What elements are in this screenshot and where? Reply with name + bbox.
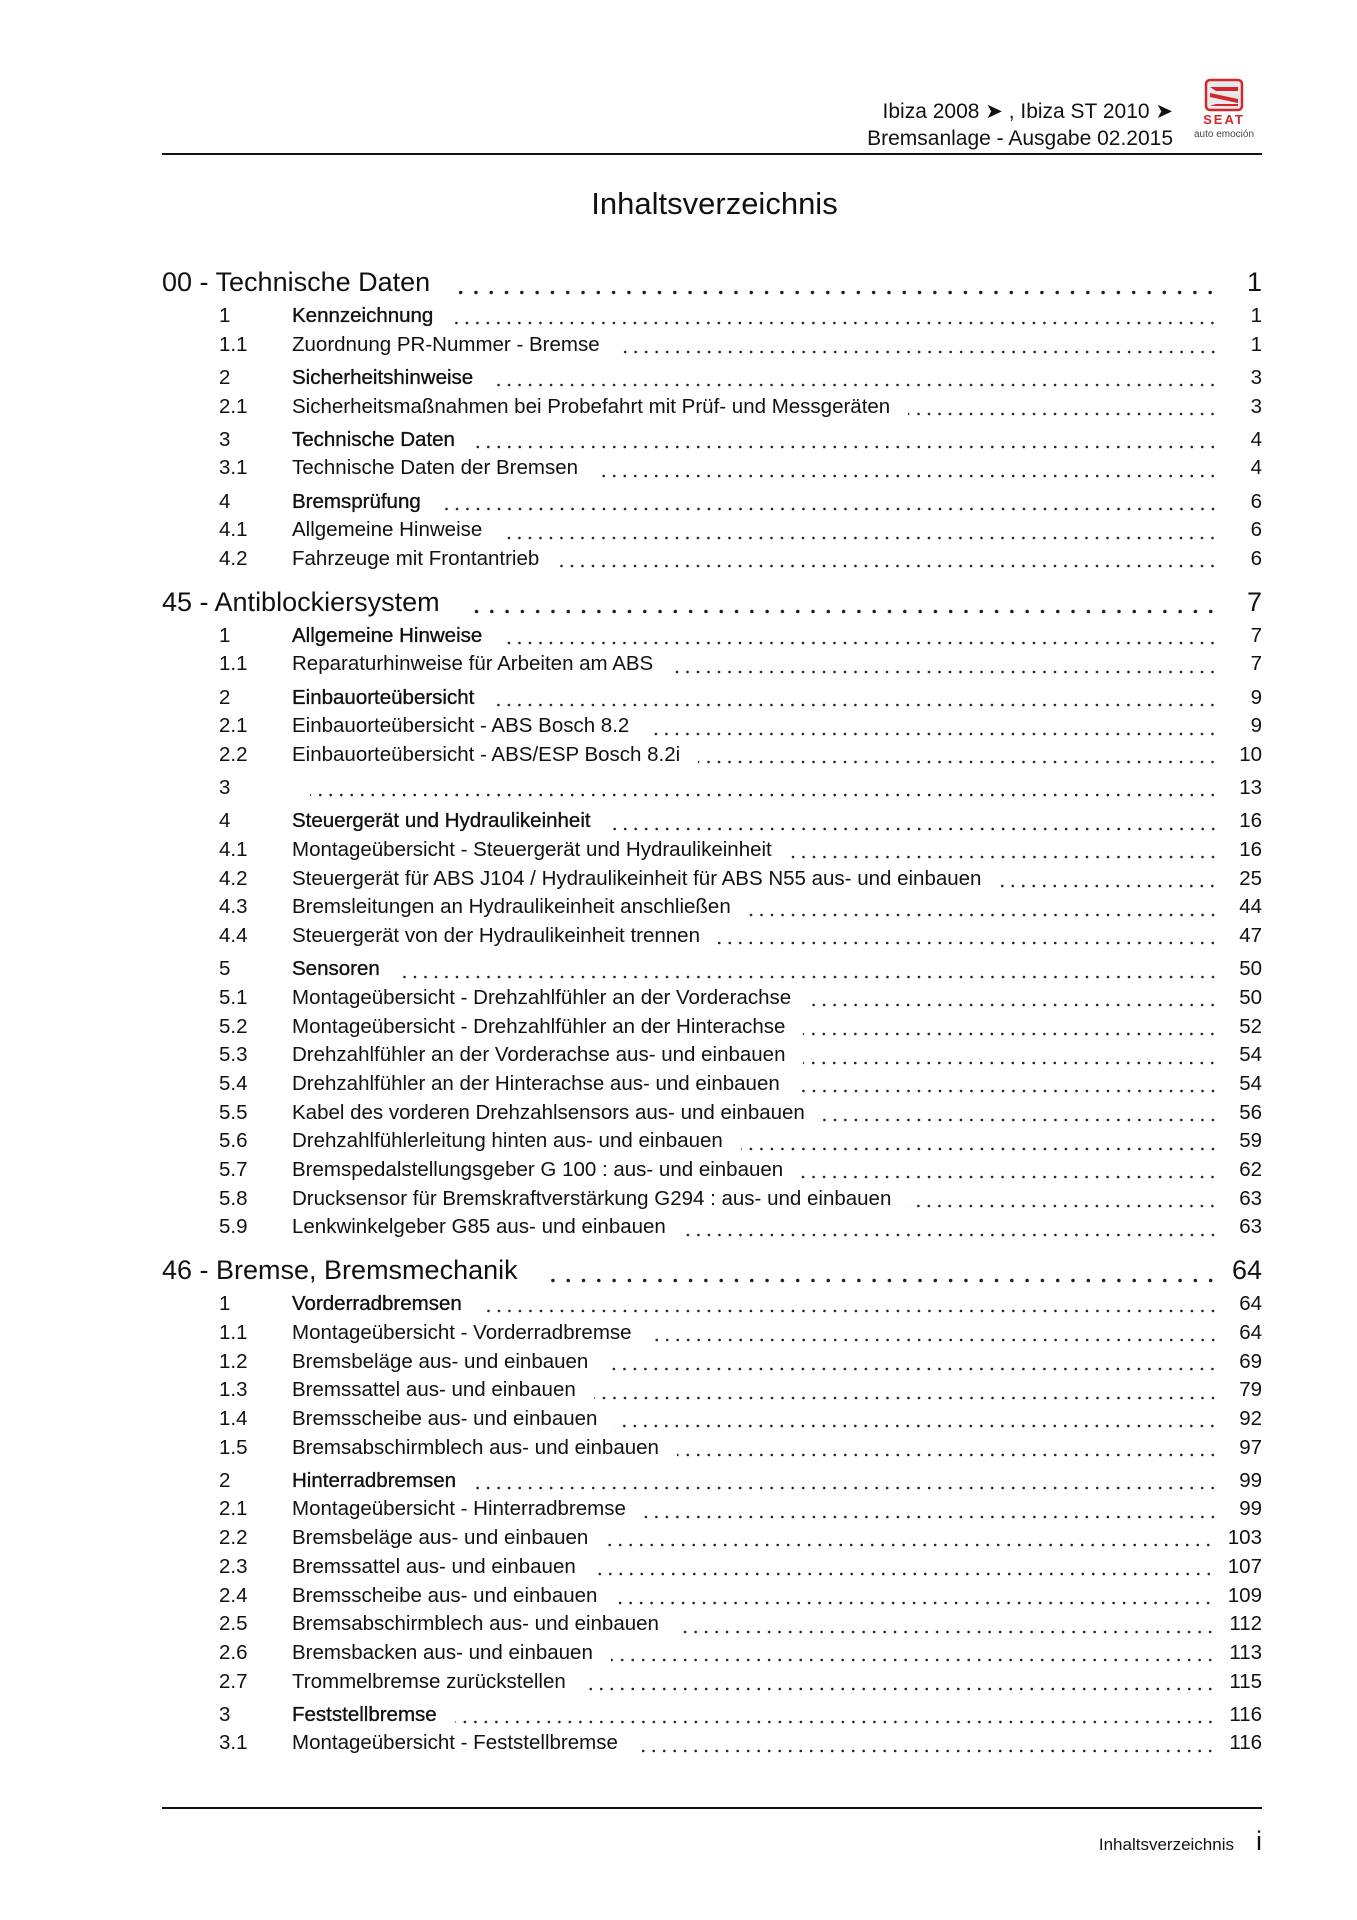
entry-page-number: 6 bbox=[1250, 547, 1262, 570]
entry-page-number: 63 bbox=[1239, 1215, 1262, 1239]
entry-number: 1 bbox=[219, 304, 231, 327]
toc-entry[interactable] bbox=[162, 364, 1262, 393]
entry-number: 2.2 bbox=[219, 742, 248, 766]
entry-page-number: 52 bbox=[1239, 1014, 1262, 1038]
dot-leader bbox=[798, 1089, 1218, 1093]
entry-page-number: 97 bbox=[1239, 1435, 1262, 1459]
entry-page-number: 44 bbox=[1239, 895, 1262, 919]
entry-title: Kabel des vorderen Drehzahlsensors aus- und einbauen bbox=[292, 1100, 805, 1124]
toc-entry[interactable] bbox=[162, 1319, 1262, 1348]
entry-number: 2.3 bbox=[219, 1554, 248, 1578]
entry-title: Steuergerät und Hydraulikeinheit bbox=[292, 809, 591, 833]
entry-title: Montageübersicht - Drehzahlfühler an der Hinterachse bbox=[292, 1014, 786, 1038]
toc-entry[interactable] bbox=[162, 1729, 1262, 1758]
entry-number: 2.1 bbox=[219, 1497, 248, 1521]
entry-page-number: 4 bbox=[1250, 456, 1262, 480]
dot-leader bbox=[999, 884, 1218, 888]
toc-entry[interactable] bbox=[162, 331, 1262, 360]
toc-section-heading[interactable] bbox=[162, 262, 1262, 302]
dot-leader bbox=[684, 1233, 1218, 1237]
entry-title: Vorderradbremsen bbox=[292, 1292, 462, 1316]
header-rule bbox=[162, 153, 1262, 155]
entry-page-number: 112 bbox=[1229, 1612, 1262, 1636]
entry-title: Drucksensor für Bremskraftverstärkung G294 : aus- und einbauen bbox=[292, 1186, 892, 1210]
entry-number: 4 bbox=[219, 489, 231, 513]
entry-page-number: 64 bbox=[1239, 1320, 1262, 1344]
table-of-contents bbox=[162, 262, 1262, 1758]
entry-page-number: 16 bbox=[1239, 809, 1262, 833]
entry-number: 5 bbox=[219, 957, 231, 981]
entry-number: 2.1 bbox=[219, 394, 248, 418]
entry-number: 5.7 bbox=[219, 1158, 248, 1182]
entry-title: Zuordnung PR-Nummer - Bremse bbox=[292, 332, 600, 356]
entry-number: 2.5 bbox=[219, 1612, 248, 1636]
entry-number: 5.1 bbox=[219, 985, 248, 1009]
toc-entry[interactable] bbox=[162, 1434, 1262, 1463]
section-page-number: 7 bbox=[1246, 586, 1262, 617]
entry-page-number: 99 bbox=[1239, 1468, 1262, 1492]
entry-title: Drehzahlfühler an der Vorderachse aus- und einbauen bbox=[292, 1043, 786, 1067]
dot-leader bbox=[650, 1338, 1218, 1342]
entry-page-number: 6 bbox=[1250, 489, 1262, 513]
toc-entry[interactable] bbox=[162, 807, 1262, 836]
entry-title: Sicherheitsmaßnahmen bei Probefahrt mit Prüf- und Messgeräten bbox=[292, 394, 891, 418]
entry-title: Kennzeichnung bbox=[292, 304, 434, 327]
toc-entry[interactable] bbox=[162, 622, 1262, 651]
entry-page-number: 69 bbox=[1239, 1349, 1262, 1373]
entry-title: Montageübersicht - Drehzahlfühler an der Vorderachse bbox=[292, 985, 792, 1009]
dot-leader bbox=[671, 670, 1218, 674]
entry-title: Steuergerät für ABS J104 / Hydraulikeinheit für ABS N55 aus- und einbauen bbox=[292, 866, 982, 890]
dot-leader bbox=[606, 1367, 1218, 1371]
toc-entry[interactable] bbox=[162, 488, 1262, 517]
entry-number: 2.6 bbox=[219, 1640, 248, 1664]
entry-number: 4.1 bbox=[219, 518, 248, 542]
entry-page-number: 116 bbox=[1229, 1702, 1262, 1726]
dot-leader bbox=[636, 1749, 1215, 1753]
entry-title: Sicherheitshinweise bbox=[292, 365, 474, 389]
entry-number: 1.1 bbox=[219, 1320, 248, 1344]
entry-page-number: 47 bbox=[1239, 924, 1262, 948]
entry-number: 4 bbox=[219, 809, 231, 833]
entry-page-number: 3 bbox=[1250, 365, 1262, 389]
toc-entry[interactable] bbox=[162, 1467, 1262, 1496]
toc-entry[interactable] bbox=[162, 712, 1262, 741]
entry-title: Lenkwinkelgeber G85 aus- und einbauen bbox=[292, 1215, 666, 1239]
entry-page-number: 10 bbox=[1239, 742, 1262, 766]
entry-title: Sensoren bbox=[292, 957, 380, 981]
dot-leader bbox=[698, 760, 1218, 764]
entry-number: 2 bbox=[219, 685, 231, 709]
page-footer bbox=[1099, 1826, 1262, 1857]
dot-leader bbox=[491, 383, 1218, 387]
dot-leader bbox=[455, 1720, 1216, 1724]
entry-number: 2 bbox=[219, 365, 231, 389]
toc-entry[interactable] bbox=[162, 1156, 1262, 1185]
dot-leader bbox=[594, 1572, 1214, 1576]
dot-leader bbox=[749, 913, 1218, 917]
dot-leader bbox=[584, 1687, 1216, 1691]
dot-leader bbox=[451, 321, 1218, 325]
entry-title: Bremsscheibe aus- und einbauen bbox=[292, 1583, 598, 1607]
entry-page-number: 92 bbox=[1239, 1406, 1262, 1430]
dot-leader bbox=[474, 1486, 1218, 1490]
dot-leader bbox=[480, 1309, 1218, 1313]
entry-page-number: 64 bbox=[1239, 1292, 1262, 1316]
dot-leader bbox=[618, 350, 1218, 354]
toc-entry[interactable] bbox=[162, 1127, 1262, 1156]
entry-page-number: 7 bbox=[1250, 623, 1262, 647]
dot-leader bbox=[718, 941, 1218, 945]
entry-page-number: 1 bbox=[1250, 304, 1262, 327]
entry-number: 2 bbox=[219, 1468, 231, 1492]
dot-leader bbox=[741, 1147, 1218, 1151]
toc-section-heading[interactable] bbox=[162, 1250, 1262, 1290]
entry-page-number: 7 bbox=[1250, 652, 1262, 676]
entry-title: Bremsscheibe aus- und einbauen bbox=[292, 1406, 598, 1430]
dot-leader bbox=[500, 536, 1218, 540]
entry-page-number: 3 bbox=[1250, 394, 1262, 418]
dot-leader bbox=[439, 507, 1218, 511]
entry-title: Bremsleitungen an Hydraulikeinheit anschließen bbox=[292, 895, 731, 919]
toc-entry[interactable] bbox=[162, 1405, 1262, 1434]
dot-leader bbox=[801, 1175, 1218, 1179]
section-page-number: 64 bbox=[1231, 1255, 1262, 1286]
entry-number: 1.4 bbox=[219, 1406, 248, 1430]
entry-number: 4.2 bbox=[219, 547, 248, 570]
dot-leader bbox=[677, 1630, 1215, 1634]
entry-page-number: 56 bbox=[1239, 1100, 1262, 1124]
dot-leader bbox=[557, 564, 1218, 568]
section-title: 46 - Bremse, Bremsmechanik bbox=[162, 1255, 518, 1286]
entry-number: 3.1 bbox=[219, 456, 248, 480]
toc-entry[interactable] bbox=[162, 1013, 1262, 1042]
toc-entry[interactable] bbox=[162, 1553, 1262, 1582]
entry-title: Montageübersicht - Feststellbremse bbox=[292, 1731, 618, 1755]
logo-text: SEAT bbox=[1203, 112, 1245, 127]
toc-entry[interactable] bbox=[162, 516, 1262, 545]
header-models: Ibiza 2008 ➤ , Ibiza ST 2010 ➤ bbox=[882, 100, 1173, 123]
entry-title: Allgemeine Hinweise bbox=[292, 623, 483, 647]
entry-page-number: 79 bbox=[1239, 1378, 1262, 1402]
entry-number: 5.3 bbox=[219, 1043, 248, 1067]
entry-title: Einbauorteübersicht bbox=[292, 685, 475, 709]
entry-number: 4.1 bbox=[219, 838, 248, 861]
entry-page-number: 16 bbox=[1239, 838, 1262, 861]
toc-entry[interactable] bbox=[162, 741, 1262, 770]
toc-entry[interactable] bbox=[162, 545, 1262, 574]
entry-number: 2.7 bbox=[219, 1669, 248, 1693]
entry-title: Technische Daten bbox=[292, 427, 455, 451]
toc-entry[interactable] bbox=[162, 984, 1262, 1013]
entry-page-number: 6 bbox=[1250, 518, 1262, 542]
dot-leader bbox=[606, 1543, 1213, 1547]
dot-leader bbox=[596, 474, 1218, 478]
entry-title: Bremsbacken aus- und einbauen bbox=[292, 1640, 593, 1664]
dot-leader bbox=[908, 412, 1218, 416]
entry-number: 1 bbox=[219, 1292, 231, 1316]
entry-title: Bremsabschirmblech aus- und einbauen bbox=[292, 1612, 659, 1636]
toc-entry[interactable] bbox=[162, 1070, 1262, 1099]
entry-title: Bremsprüfung bbox=[292, 489, 421, 513]
dot-leader bbox=[454, 290, 1218, 295]
entry-title: Bremsabschirmblech aus- und einbauen bbox=[292, 1435, 659, 1459]
entry-number: 5.8 bbox=[219, 1186, 248, 1210]
entry-number: 1.5 bbox=[219, 1435, 248, 1459]
entry-page-number: 63 bbox=[1239, 1186, 1262, 1210]
toc-entry[interactable] bbox=[162, 1290, 1262, 1319]
entry-page-number: 13 bbox=[1239, 776, 1262, 800]
document-header bbox=[867, 98, 1173, 152]
entry-page-number: 54 bbox=[1239, 1072, 1262, 1095]
entry-number: 5.9 bbox=[219, 1215, 248, 1239]
section-title: 00 - Technische Daten bbox=[162, 267, 431, 297]
entry-title: Montageübersicht - Hinterradbremse bbox=[292, 1497, 626, 1521]
entry-page-number: 113 bbox=[1229, 1640, 1262, 1664]
toc-entry[interactable] bbox=[162, 1524, 1262, 1553]
footer-page-number: i bbox=[1256, 1826, 1262, 1856]
entry-title: Allgemeine Hinweise bbox=[292, 518, 483, 542]
toc-entry[interactable] bbox=[162, 1185, 1262, 1214]
entry-title: Fahrzeuge mit Frontantrieb bbox=[292, 547, 540, 570]
entry-page-number: 9 bbox=[1250, 685, 1262, 709]
entry-title: Bremspedalstellungsgeber G 100 : aus- und einbauen bbox=[292, 1158, 784, 1182]
entry-title: Technische Daten der Bremsen bbox=[292, 456, 579, 480]
toc-entry[interactable] bbox=[162, 684, 1262, 713]
entry-page-number: 4 bbox=[1250, 427, 1262, 451]
entry-page-number: 25 bbox=[1239, 866, 1262, 890]
page-title: Inhaltsverzeichnis bbox=[591, 186, 838, 221]
entry-page-number: 1 bbox=[1250, 332, 1262, 356]
toc-entry[interactable] bbox=[162, 1495, 1262, 1524]
dot-leader bbox=[790, 855, 1218, 859]
entry-number: 4.4 bbox=[219, 924, 248, 948]
entry-title: Bremsbeläge aus- und einbauen bbox=[292, 1349, 589, 1373]
entry-title: Montageübersicht - Steuergerät und Hydraulikeinheit bbox=[292, 838, 772, 861]
entry-page-number: 50 bbox=[1239, 957, 1262, 981]
entry-page-number: 62 bbox=[1239, 1158, 1262, 1182]
toc-entry[interactable] bbox=[162, 650, 1262, 679]
toc-entry[interactable] bbox=[162, 426, 1262, 455]
dot-leader bbox=[398, 975, 1218, 979]
seat-logo bbox=[1186, 78, 1266, 144]
toc-entry[interactable] bbox=[162, 1610, 1262, 1639]
entry-title: Drehzahlfühler an der Hinterachse aus- und einbauen bbox=[292, 1072, 780, 1095]
dot-leader bbox=[615, 1424, 1218, 1428]
entry-page-number: 116 bbox=[1229, 1731, 1262, 1755]
dot-leader bbox=[809, 1003, 1218, 1007]
toc-entry[interactable] bbox=[162, 1376, 1262, 1405]
entry-number: 4.2 bbox=[219, 866, 248, 890]
entry-number: 1.2 bbox=[219, 1349, 248, 1373]
dot-leader bbox=[594, 1396, 1218, 1400]
entry-number: 1.3 bbox=[219, 1378, 248, 1402]
dot-leader bbox=[677, 1453, 1218, 1457]
logo-tagline: auto emoción bbox=[1193, 129, 1255, 140]
entry-page-number: 54 bbox=[1239, 1043, 1262, 1067]
entry-title: Bremsbeläge aus- und einbauen bbox=[292, 1526, 589, 1550]
toc-entry[interactable] bbox=[162, 1668, 1262, 1697]
toc-entry[interactable] bbox=[162, 1701, 1262, 1730]
dot-leader bbox=[310, 793, 1218, 797]
entry-number: 3.1 bbox=[219, 1731, 248, 1755]
toc-entry[interactable] bbox=[162, 955, 1262, 984]
entry-number: 5.5 bbox=[219, 1100, 248, 1124]
entry-title: Bremssattel aus- und einbauen bbox=[292, 1554, 576, 1578]
section-page-number: 1 bbox=[1246, 267, 1262, 297]
toc-entry[interactable] bbox=[162, 1099, 1262, 1128]
entry-number: 5.4 bbox=[219, 1072, 248, 1095]
entry-title: Steuergerät von der Hydraulikeinheit trennen bbox=[292, 924, 700, 948]
dot-leader bbox=[803, 1061, 1218, 1065]
toc-entry[interactable] bbox=[162, 1639, 1262, 1668]
footer-label: Inhaltsverzeichnis bbox=[1098, 1835, 1234, 1854]
entry-page-number: 99 bbox=[1239, 1497, 1262, 1521]
toc-section-heading[interactable] bbox=[162, 582, 1262, 622]
entry-page-number: 107 bbox=[1227, 1554, 1262, 1578]
entry-number: 5.6 bbox=[219, 1129, 248, 1153]
toc-entry[interactable] bbox=[162, 302, 1262, 331]
entry-title: Bremssattel aus- und einbauen bbox=[292, 1378, 576, 1402]
toc-entry[interactable] bbox=[162, 1348, 1262, 1377]
entry-title: Einbauorteübersicht - ABS/ESP Bosch 8.2i bbox=[292, 742, 681, 766]
entry-number: 1 bbox=[219, 623, 231, 647]
dot-leader bbox=[823, 1118, 1218, 1122]
entry-number: 2.2 bbox=[219, 1526, 248, 1550]
entry-page-number: 115 bbox=[1229, 1669, 1262, 1693]
footer-rule bbox=[162, 1807, 1262, 1809]
dot-leader bbox=[611, 1658, 1215, 1662]
entry-number: 3 bbox=[219, 776, 231, 800]
dot-leader bbox=[644, 1515, 1218, 1519]
entry-title: Feststellbremse bbox=[292, 1702, 437, 1726]
toc-entry[interactable] bbox=[162, 1213, 1262, 1242]
entry-number: 3 bbox=[219, 427, 231, 451]
toc-entry[interactable] bbox=[162, 836, 1262, 865]
toc-entry[interactable] bbox=[162, 893, 1262, 922]
dot-leader bbox=[909, 1204, 1218, 1208]
dot-leader bbox=[615, 1601, 1213, 1605]
entry-title: Drehzahlfühlerleitung hinten aus- und einbauen bbox=[292, 1129, 723, 1153]
entry-title: Montageübersicht - Vorderradbremse bbox=[292, 1320, 632, 1344]
entry-title: Einbauorteübersicht - ABS Bosch 8.2 bbox=[292, 714, 630, 738]
toc-entry[interactable] bbox=[162, 774, 1262, 803]
dot-leader bbox=[647, 732, 1218, 736]
entry-page-number: 59 bbox=[1239, 1129, 1262, 1153]
entry-number: 4.3 bbox=[219, 895, 248, 919]
entry-number: 3 bbox=[219, 1702, 231, 1726]
dot-leader bbox=[473, 445, 1218, 449]
entry-title: Hinterradbremsen bbox=[292, 1468, 457, 1492]
toc-entry[interactable] bbox=[162, 454, 1262, 483]
entry-number: 5.2 bbox=[219, 1014, 248, 1038]
dot-leader bbox=[492, 703, 1218, 707]
dot-leader bbox=[500, 641, 1218, 645]
header-subject: Bremsanlage - Ausgabe 02.2015 bbox=[867, 127, 1173, 150]
dot-leader bbox=[803, 1032, 1218, 1036]
toc-entry[interactable] bbox=[162, 1041, 1262, 1070]
entry-page-number: 50 bbox=[1239, 985, 1262, 1009]
section-title: 45 - Antiblockiersystem bbox=[162, 586, 440, 617]
entry-page-number: 103 bbox=[1227, 1526, 1262, 1550]
entry-title: Reparaturhinweise für Arbeiten am ABS bbox=[292, 652, 654, 676]
toc-entry[interactable] bbox=[162, 1582, 1262, 1611]
entry-page-number: 9 bbox=[1250, 714, 1262, 738]
entry-number: 2.4 bbox=[219, 1583, 248, 1607]
toc-entry[interactable] bbox=[162, 922, 1262, 951]
dot-leader bbox=[542, 1278, 1218, 1283]
entry-number: 1.1 bbox=[219, 332, 248, 356]
entry-title: Trommelbremse zurückstellen bbox=[292, 1669, 566, 1693]
toc-entry[interactable] bbox=[162, 393, 1262, 422]
entry-number: 2.1 bbox=[219, 714, 248, 738]
entry-page-number: 109 bbox=[1227, 1583, 1262, 1607]
dot-leader bbox=[609, 827, 1218, 831]
toc-entry[interactable] bbox=[162, 865, 1262, 894]
entry-number: 1.1 bbox=[219, 652, 248, 676]
dot-leader bbox=[464, 609, 1218, 614]
